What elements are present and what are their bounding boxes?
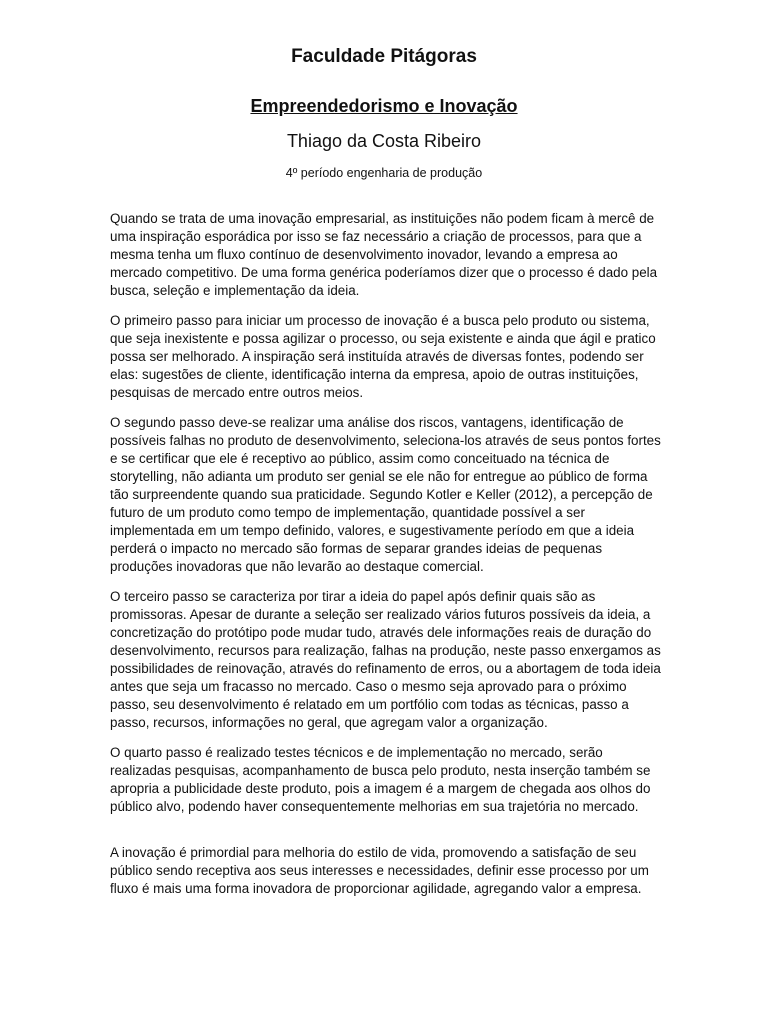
course-title: Empreendedorismo e Inovação bbox=[250, 96, 518, 116]
institution-title: Faculdade Pitágoras bbox=[291, 46, 477, 67]
paragraph-third-step: O terceiro passo se caracteriza por tirar a ideia do papel após definir quais são as promissoras. Apesar de durante a seleção ser realizado vários futuros possíveis da ideia, a concretização do protótipo pode mudar tudo, através dele informações reais de duração do desenvolvimento, recursos para realização, falhas na produção, neste passo enxergamos as possibilidades de reinovação, através do refinamento de erros, ou a abortagem de toda ideia antes que seja um fracasso no mercado. Caso o mesmo seja aprovado para o próximo passo, seu desenvolvimento é relatado em um portfólio com todas as técnicas, passo a passo, recursos, informações no geral, que agregam valor a organização. bbox=[110, 589, 661, 730]
paragraph-conclusion: A inovação é primordial para melhoria do estilo de vida, promovendo a satisfação de seu público sendo receptiva aos seus interesses e necessidades, definir esse processo por um fluxo é mais uma forma inovadora de proporcionar agilidade, agregando valor a empresa. bbox=[110, 845, 649, 896]
paragraph-second-step: O segundo passo deve-se realizar uma análise dos riscos, vantagens, identificação de possíveis falhas no produto de desenvolvimento, seleciona-los através de seus pontos fortes e se certificar que ele é receptivo ao público, assim como conceituado na técnica de storytelling, não adianta um produto ser genial se ele não for entregue ao público de forma tão surpreendente quando sua praticidade. Segundo Kotler e Keller (2012), a percepção de futuro de um produto como tempo de implementação, quantidade possível a ser implementada em um tempo definido, valores, e sugestivamente período em que a ideia perderá o impacto no mercado são formas de separar grandes ideias de pequenas produções inovadoras que não levarão ao destaque comercial. bbox=[110, 415, 661, 574]
document-body bbox=[110, 210, 662, 910]
period-line: 4º período engenharia de produção bbox=[285, 166, 483, 180]
paragraph-introduction: Quando se trata de uma inovação empresarial, as instituições não podem ficam à mercê de uma inspiração esporádica por isso se faz necessário a criação de processos, para que a mesma tenha um fluxo contínuo de desenvolvimento inovador, levando a empresa ao mercado competitivo. De uma forma genérica poderíamos dizer que o processo é dado pela busca, seleção e implementação da ideia. bbox=[110, 211, 658, 298]
paragraph-fourth-step: O quarto passo é realizado testes técnicos e de implementação no mercado, serão realizadas pesquisas, acompanhamento de busca pelo produto, nesta inserção também se apropria a publicidade deste produto, pois a imagem é a margem de chegada aos olhos do público alvo, podendo haver consequentemente melhorias em sua trajetória no mercado. bbox=[110, 745, 651, 814]
paragraph-first-step: O primeiro passo para iniciar um processo de inovação é a busca pelo produto ou sistema, que seja inexistente e possa agilizar o processo, ou seja existente e ainda que ágil e pratico possa ser melhorado. A inspiração será instituída através de diversas fontes, podendo ser elas: sugestões de cliente, identificação interna da empresa, apoio de outras instituições, pesquisas de mercado entre outros meios. bbox=[110, 313, 656, 400]
author-name: Thiago da Costa Ribeiro bbox=[286, 131, 482, 151]
